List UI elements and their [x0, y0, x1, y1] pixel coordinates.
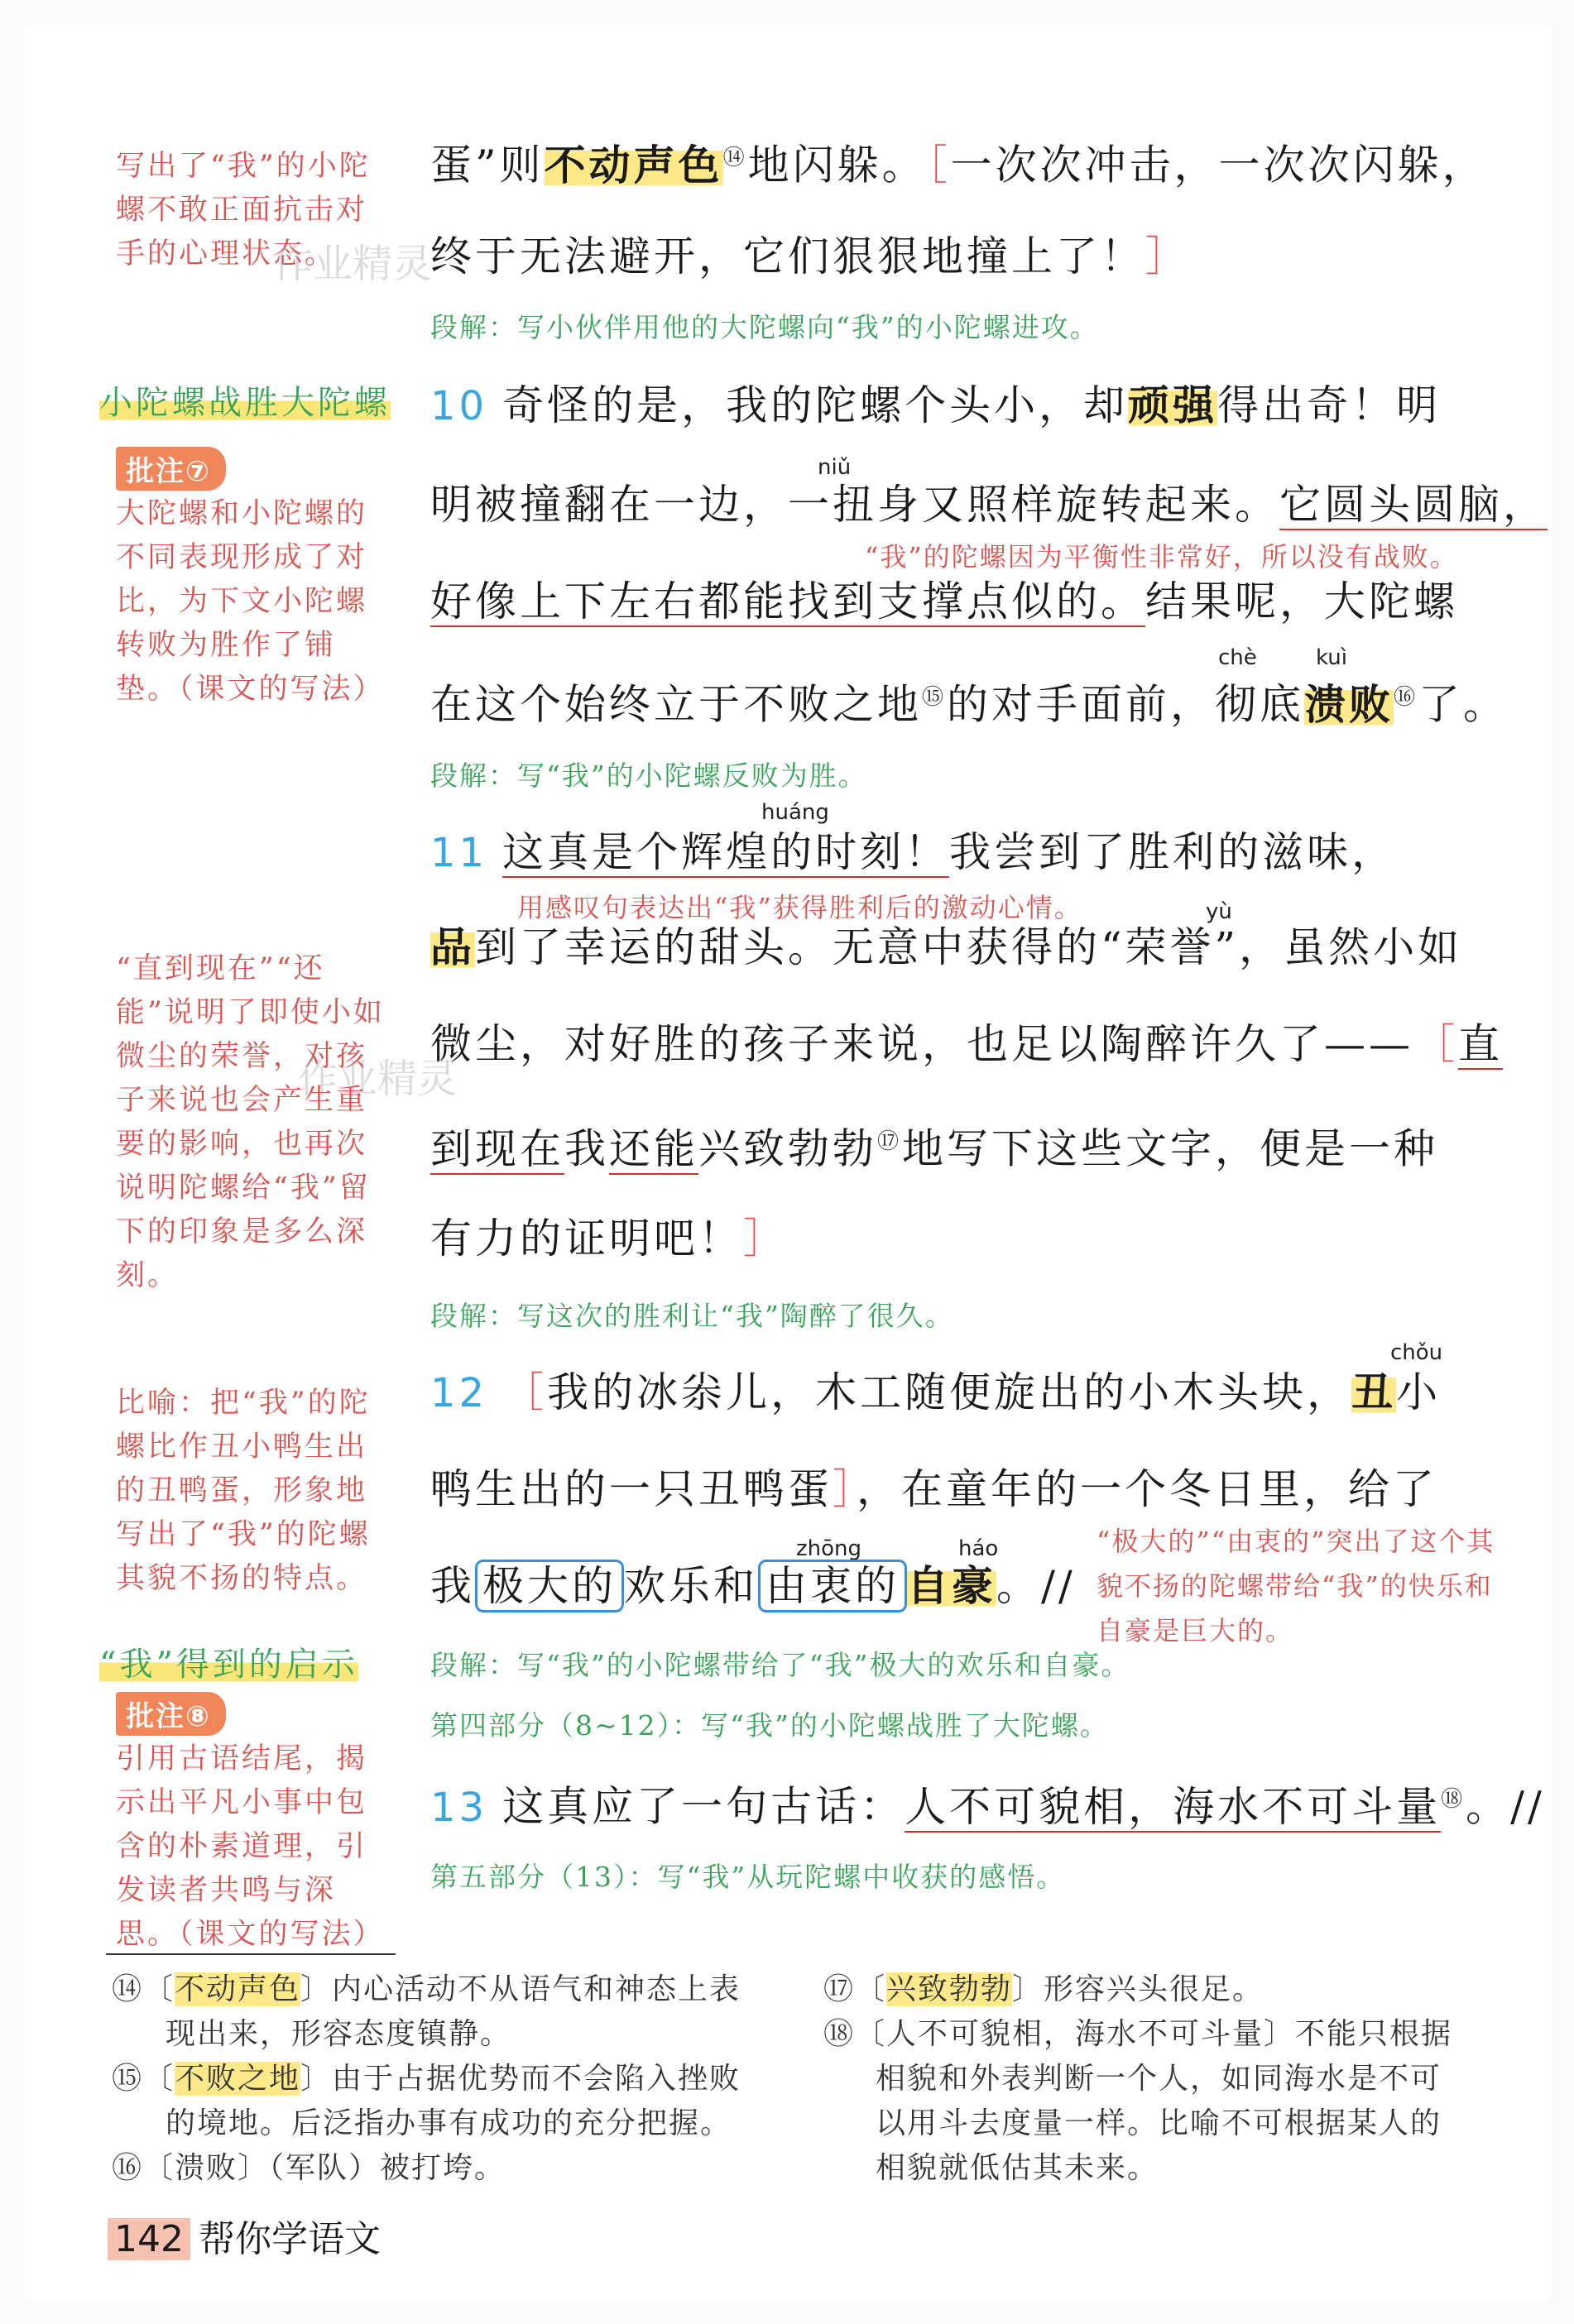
- p10-line-2: 明被撞翻在一边，一扭身又照样旋转起来。它圆头圆脑，: [430, 481, 1548, 529]
- annotation-tag-8: 批注⑧: [116, 1692, 226, 1736]
- p10-line-4: 在这个始终立于不败之地⑮的对手面前，彻底溃败⑯了。: [430, 679, 1509, 729]
- p11-line-4: 到现在我还能兴致勃勃⑰地写下这些文字，便是一种: [430, 1124, 1439, 1173]
- inline-annotation-p10: “我”的陀螺因为平衡性非常好，所以没有战败。: [865, 541, 1458, 573]
- watermark: 作业精灵: [298, 1056, 458, 1102]
- footnote-16: ⑯〔溃败〕（军队）被打垮。: [112, 2151, 506, 2185]
- part4-summary: 第四部分（8~12）：写“我”的小陀螺战胜了大陀螺。: [430, 1709, 1109, 1742]
- footnote-18: ⑱〔人不可貌相，海水不可斗量〕不能只根据: [823, 2017, 1453, 2051]
- p12-duanjie: 段解：写“我”的小陀螺带给了“我”极大的欢乐和自豪。: [430, 1649, 1130, 1681]
- page-number: 142: [108, 2218, 190, 2260]
- p11-duanjie: 段解：写这次的胜利让“我”陶醉了很久。: [430, 1300, 954, 1332]
- p12-line-1: 12 ［我的冰尜儿，木工随便旋出的小木头块，丑小: [430, 1368, 1442, 1416]
- p11-line-1: 11 这真是个辉煌的时刻！我尝到了胜利的滋味，: [430, 828, 1397, 876]
- footnote-18-line-2: 相貌和外表判断一个人，如同海水是不可: [876, 2062, 1442, 2096]
- pinyin-hao: háo: [958, 1536, 999, 1561]
- margin-note-7: 大陀螺和小陀螺的不同表现形成了对比，为下文小陀螺转败为胜作了铺垫。（课文的写法）: [116, 497, 385, 706]
- p11-line-3: 微尘，对好胜的孩子来说，也足以陶醉许久了——［直: [430, 1020, 1503, 1068]
- watermark: 作业精灵: [273, 241, 433, 287]
- pinyin-zhong: zhōng: [796, 1536, 862, 1561]
- pinyin-huang: huáng: [761, 800, 829, 825]
- p9-duanjie: 段解：写小伙伴用他的大陀螺向“我”的小陀螺进攻。: [430, 311, 1099, 343]
- p9-line-1: 蛋”则不动声色⑭地闪躲。［一次次冲击，一次次闪躲，: [430, 140, 1487, 189]
- p10-duanjie: 段解：写“我”的小陀螺反败为胜。: [430, 759, 867, 792]
- pinyin-che: chè: [1218, 645, 1257, 670]
- section-heading-2: “我”得到的启示: [99, 1646, 358, 1684]
- p9-line-2: 终于无法避开，它们狠狠地撞上了！］: [430, 232, 1190, 280]
- inline-annotation-p12: “极大的”“由衷的”突出了这个其貌不扬的陀螺带给“我”的快乐和自豪是巨大的。: [1097, 1526, 1495, 1646]
- page-footer: [108, 2209, 381, 2262]
- footnote-15-cont: 的境地。后泛指办事有成功的充分把握。: [166, 2106, 732, 2140]
- p12-line-2: 鸭生出的一只丑鸭蛋］，在童年的一个冬日里，给了: [430, 1465, 1437, 1513]
- p11-line-2: 品到了幸运的甜头。无意中获得的“荣誉”，虽然小如: [430, 922, 1463, 971]
- pinyin-kui: kuì: [1316, 645, 1347, 670]
- p13-line-1: 13 这真应了一句古话：人不可貌相，海水不可斗量⑱。//: [430, 1782, 1545, 1831]
- inline-annotation-p11: 用感叹句表达出“我”获得胜利后的激动心情。: [517, 892, 1082, 923]
- part5-summary: 第五部分（13）：写“我”从玩陀螺中收获的感悟。: [430, 1861, 1066, 1893]
- margin-note-2: “直到现在”“还能”说明了即使小如微尘的荣誉，对孩子来说也会产生重要的影响，也再次说明陀螺给“我”留下的印象是多么深刻。: [116, 952, 385, 1292]
- footnote-15: ⑮〔不败之地〕由于占据优势而不会陷入挫败: [112, 2062, 741, 2096]
- pinyin-chou: chǒu: [1390, 1340, 1443, 1365]
- annotation-tag-7: 批注⑦: [116, 447, 226, 491]
- pinyin-yu: yù: [1206, 899, 1232, 924]
- p12-line-3: 我 极大的 欢乐和 由衷的 自豪。//: [430, 1557, 1076, 1615]
- margin-note-1: 写出了“我”的小陀螺不敢正面抗击对手的心理状态。: [116, 150, 371, 271]
- margin-note-8: 引用古语结尾，揭示出平凡小事中包含的朴素道理，引发读者共鸣与深思。（课文的写法）: [116, 1742, 385, 1951]
- section-heading-1: 小陀螺战胜大陀螺: [99, 384, 391, 422]
- footnote-14: ⑭〔不动声色〕内心活动不从语气和神态上表: [112, 1972, 741, 2006]
- book-title: 帮你学语文: [198, 2218, 381, 2260]
- p10-line-1: 10 奇怪的是，我的陀螺个头小，却顽强得出奇！明: [430, 381, 1442, 429]
- pinyin-niu: niǔ: [818, 455, 852, 480]
- p11-line-5: 有力的证明吧！］: [430, 1215, 788, 1263]
- footnote-14-cont: 现出来，形容态度镇静。: [166, 2017, 512, 2051]
- footnote-rule: [106, 1953, 396, 1955]
- footnote-18-line-3: 以用斗去度量一样。比喻不可根据某人的: [876, 2106, 1442, 2140]
- footnote-18-line-4: 相貌就低估其未来。: [876, 2151, 1159, 2185]
- footnote-17: ⑰〔兴致勃勃〕形容兴头很足。: [823, 1972, 1264, 2006]
- p10-line-3: 好像上下左右都能找到支撑点似的。结果呢，大陀螺: [430, 577, 1458, 625]
- margin-note-3: 比喻：把“我”的陀螺比作丑小鸭生出的丑鸭蛋，形象地写出了“我”的陀螺其貌不扬的特点。: [116, 1387, 371, 1595]
